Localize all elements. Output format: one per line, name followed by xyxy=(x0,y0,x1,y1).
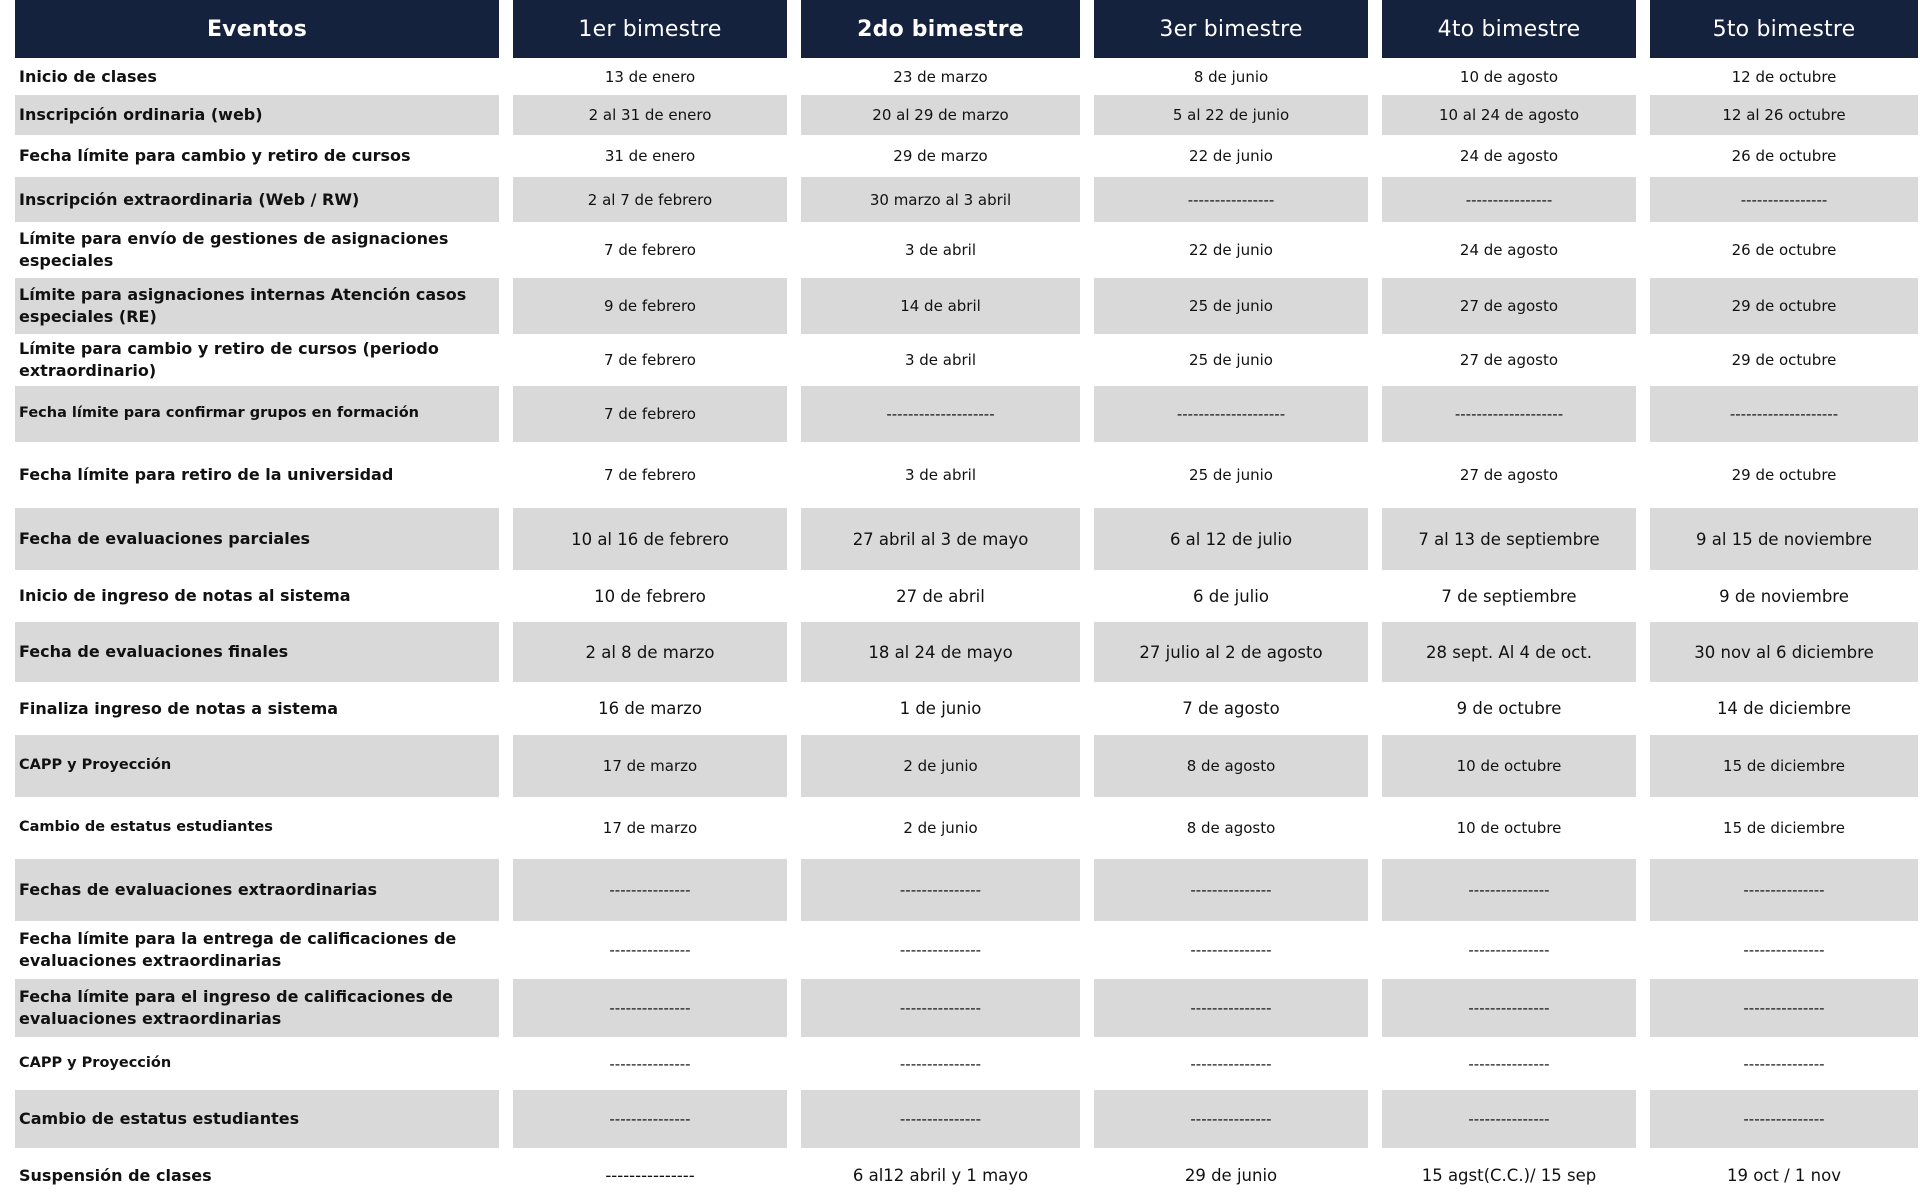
date-cell-4to-bimestre: --------------- xyxy=(1382,979,1636,1037)
date-cell-5to-bimestre: --------------- xyxy=(1650,1090,1918,1148)
event-label: Fecha límite para confirmar grupos en formación xyxy=(15,386,499,442)
date-cell-2do-bimestre: 2 de junio xyxy=(903,819,978,837)
date-cell-1er-bimestre: 16 de marzo xyxy=(598,699,702,718)
event-label: Inicio de ingreso de notas al sistema xyxy=(19,586,351,606)
event-label: CAPP y Proyección xyxy=(15,735,499,797)
date-cell-4to-bimestre: ---------------- xyxy=(1382,177,1636,222)
date-cell-5to-bimestre: 15 de diciembre xyxy=(1650,735,1918,797)
date-cell-4to-bimestre: 10 de agosto xyxy=(1459,67,1559,86)
date-cell-3er-bimestre: 29 de junio xyxy=(1184,1166,1278,1185)
date-cell-2do-bimestre: 3 de abril xyxy=(904,241,977,259)
date-cell-2do-bimestre: --------------- xyxy=(801,1090,1080,1148)
date-cell-5to-bimestre: 12 al 26 octubre xyxy=(1650,95,1918,135)
event-label: CAPP y Proyección xyxy=(19,1054,172,1071)
event-label: Inscripción extraordinaria (Web / RW) xyxy=(15,177,499,222)
date-cell-4to-bimestre: 9 de octubre xyxy=(1456,699,1562,718)
date-cell-3er-bimestre: -------------------- xyxy=(1094,386,1368,442)
event-label: Inscripción ordinaria (web) xyxy=(15,95,499,135)
date-cell-2do-bimestre: 27 abril al 3 de mayo xyxy=(801,508,1080,570)
date-cell-5to-bimestre: 30 nov al 6 diciembre xyxy=(1650,622,1918,682)
date-cell-5to-bimestre: 26 de octubre xyxy=(1731,147,1837,165)
date-cell-2do-bimestre: 27 de abril xyxy=(896,586,985,606)
date-cell-1er-bimestre: 7 de febrero xyxy=(604,466,696,484)
date-cell-1er-bimestre: 31 de enero xyxy=(604,147,696,165)
date-cell-3er-bimestre: --------------- xyxy=(1094,979,1368,1037)
event-label: Fecha límite para retiro de la universidad xyxy=(19,465,394,485)
date-cell-3er-bimestre: --------------- xyxy=(1190,1054,1272,1073)
date-cell-1er-bimestre: 17 de marzo xyxy=(513,735,787,797)
date-cell-4to-bimestre: 28 sept. Al 4 de oct. xyxy=(1382,622,1636,682)
date-cell-3er-bimestre: 25 de junio xyxy=(1189,351,1273,369)
date-cell-2do-bimestre: 3 de abril xyxy=(904,466,977,484)
date-cell-5to-bimestre: 14 de diciembre xyxy=(1716,699,1852,718)
date-cell-4to-bimestre: 27 de agosto xyxy=(1459,351,1559,369)
date-cell-3er-bimestre: ---------------- xyxy=(1094,177,1368,222)
date-cell-2do-bimestre: -------------------- xyxy=(801,386,1080,442)
date-cell-3er-bimestre: 25 de junio xyxy=(1189,466,1273,484)
event-label: Fecha límite para cambio y retiro de cursos xyxy=(19,146,411,166)
date-cell-5to-bimestre: --------------- xyxy=(1743,941,1825,959)
date-cell-1er-bimestre: 2 al 31 de enero xyxy=(513,95,787,135)
date-cell-5to-bimestre: 19 oct / 1 nov xyxy=(1727,1166,1841,1185)
date-cell-5to-bimestre: ---------------- xyxy=(1650,177,1918,222)
date-cell-2do-bimestre: --------------- xyxy=(899,941,982,959)
date-cell-2do-bimestre: 23 de marzo xyxy=(893,67,988,86)
date-cell-4to-bimestre: --------------- xyxy=(1382,1090,1636,1148)
date-cell-1er-bimestre: --------------- xyxy=(513,1090,787,1148)
date-cell-4to-bimestre: 24 de agosto xyxy=(1459,147,1559,165)
date-cell-2do-bimestre: 14 de abril xyxy=(801,278,1080,334)
date-cell-2do-bimestre: 18 al 24 de mayo xyxy=(801,622,1080,682)
event-label: Límite para cambio y retiro de cursos (periodo extraordinario) xyxy=(19,339,439,380)
date-cell-5to-bimestre: 15 de diciembre xyxy=(1723,819,1845,837)
date-cell-4to-bimestre: --------------- xyxy=(1468,941,1550,959)
date-cell-5to-bimestre: --------------- xyxy=(1650,859,1918,921)
date-cell-1er-bimestre: --------------- xyxy=(513,979,787,1037)
date-cell-4to-bimestre: 10 de octubre xyxy=(1382,735,1636,797)
date-cell-5to-bimestre: --------------- xyxy=(1743,1054,1825,1073)
date-cell-5to-bimestre: 12 de octubre xyxy=(1731,67,1837,86)
date-cell-3er-bimestre: --------------- xyxy=(1094,1090,1368,1148)
date-cell-3er-bimestre: --------------- xyxy=(1190,941,1272,959)
date-cell-1er-bimestre: --------------- xyxy=(513,859,787,921)
date-cell-1er-bimestre: 10 de febrero xyxy=(594,586,706,606)
date-cell-2do-bimestre: 3 de abril xyxy=(904,351,977,369)
date-cell-2do-bimestre: 29 de marzo xyxy=(893,147,988,165)
date-cell-1er-bimestre: 7 de febrero xyxy=(513,386,787,442)
date-cell-4to-bimestre: --------------- xyxy=(1382,859,1636,921)
event-label: Límite para asignaciones internas Atención casos especiales (RE) xyxy=(15,278,499,334)
date-cell-3er-bimestre: --------------- xyxy=(1094,859,1368,921)
date-cell-1er-bimestre: 7 de febrero xyxy=(604,241,696,259)
date-cell-5to-bimestre: 9 de noviembre xyxy=(1719,586,1849,606)
date-cell-4to-bimestre: 7 al 13 de septiembre xyxy=(1382,508,1636,570)
date-cell-4to-bimestre: -------------------- xyxy=(1382,386,1636,442)
event-label: Fecha de evaluaciones parciales xyxy=(15,508,499,570)
date-cell-2do-bimestre: 1 de junio xyxy=(899,699,982,718)
date-cell-5to-bimestre: --------------- xyxy=(1650,979,1918,1037)
date-cell-3er-bimestre: 27 julio al 2 de agosto xyxy=(1094,622,1368,682)
date-cell-2do-bimestre: --------------- xyxy=(801,859,1080,921)
date-cell-3er-bimestre: 8 de agosto xyxy=(1094,735,1368,797)
event-label: Fecha de evaluaciones finales xyxy=(15,622,499,682)
date-cell-5to-bimestre: 26 de octubre xyxy=(1731,241,1837,259)
header-2do-bimestre: 2do bimestre xyxy=(801,0,1080,58)
date-cell-4to-bimestre: --------------- xyxy=(1468,1054,1550,1073)
date-cell-1er-bimestre: 10 al 16 de febrero xyxy=(513,508,787,570)
date-cell-2do-bimestre: 6 al12 abril y 1 mayo xyxy=(852,1166,1029,1185)
date-cell-3er-bimestre: 7 de agosto xyxy=(1182,699,1280,718)
date-cell-3er-bimestre: 5 al 22 de junio xyxy=(1094,95,1368,135)
date-cell-2do-bimestre: --------------- xyxy=(801,979,1080,1037)
calendar-table xyxy=(15,0,1918,1203)
date-cell-1er-bimestre: 17 de marzo xyxy=(602,819,698,837)
date-cell-1er-bimestre: --------------- xyxy=(609,941,691,959)
date-cell-5to-bimestre: -------------------- xyxy=(1650,386,1918,442)
event-label: Fecha límite para el ingreso de calificaciones de evaluaciones extraordinarias xyxy=(15,979,499,1037)
event-label: Inicio de clases xyxy=(19,66,157,86)
event-label: Suspensión de clases xyxy=(19,1165,212,1185)
header-3er-bimestre: 3er bimestre xyxy=(1094,0,1368,58)
header-1er-bimestre: 1er bimestre xyxy=(513,0,787,58)
date-cell-4to-bimestre: 10 de octubre xyxy=(1456,819,1562,837)
event-label: Fecha límite para la entrega de calificaciones de evaluaciones extraordinarias xyxy=(19,929,457,970)
date-cell-1er-bimestre: 7 de febrero xyxy=(604,351,696,369)
date-cell-3er-bimestre: 6 de julio xyxy=(1193,586,1269,606)
date-cell-3er-bimestre: 8 de junio xyxy=(1193,67,1269,86)
date-cell-5to-bimestre: 9 al 15 de noviembre xyxy=(1650,508,1918,570)
date-cell-3er-bimestre: 6 al 12 de julio xyxy=(1094,508,1368,570)
date-cell-4to-bimestre: 27 de agosto xyxy=(1459,466,1559,484)
date-cell-3er-bimestre: 8 de agosto xyxy=(1186,819,1276,837)
date-cell-2do-bimestre: 30 marzo al 3 abril xyxy=(801,177,1080,222)
date-cell-1er-bimestre: 2 al 8 de marzo xyxy=(513,622,787,682)
date-cell-1er-bimestre: 2 al 7 de febrero xyxy=(513,177,787,222)
date-cell-3er-bimestre: 22 de junio xyxy=(1189,241,1273,259)
date-cell-4to-bimestre: 24 de agosto xyxy=(1459,241,1559,259)
date-cell-4to-bimestre: 15 agst(C.C.)/ 15 sep xyxy=(1421,1166,1597,1185)
event-label: Límite para envío de gestiones de asignaciones especiales xyxy=(19,229,449,270)
date-cell-3er-bimestre: 25 de junio xyxy=(1094,278,1368,334)
date-cell-2do-bimestre: 2 de junio xyxy=(801,735,1080,797)
date-cell-3er-bimestre: 22 de junio xyxy=(1189,147,1273,165)
date-cell-1er-bimestre: 13 de enero xyxy=(604,67,696,86)
date-cell-1er-bimestre: --------------- xyxy=(609,1054,691,1073)
event-label: Cambio de estatus estudiantes xyxy=(15,1090,499,1148)
event-label: Fechas de evaluaciones extraordinarias xyxy=(15,859,499,921)
date-cell-1er-bimestre: --------------- xyxy=(605,1166,695,1185)
header-5to-bimestre: 5to bimestre xyxy=(1650,0,1918,58)
date-cell-2do-bimestre: 20 al 29 de marzo xyxy=(801,95,1080,135)
date-cell-1er-bimestre: 9 de febrero xyxy=(513,278,787,334)
date-cell-4to-bimestre: 10 al 24 de agosto xyxy=(1382,95,1636,135)
date-cell-5to-bimestre: 29 de octubre xyxy=(1650,278,1918,334)
date-cell-4to-bimestre: 7 de septiembre xyxy=(1441,586,1577,606)
date-cell-5to-bimestre: 29 de octubre xyxy=(1731,466,1837,484)
date-cell-5to-bimestre: 29 de octubre xyxy=(1731,351,1837,369)
date-cell-2do-bimestre: --------------- xyxy=(899,1054,982,1073)
event-label: Cambio de estatus estudiantes xyxy=(19,819,273,836)
event-label: Finaliza ingreso de notas a sistema xyxy=(19,698,339,718)
date-cell-4to-bimestre: 27 de agosto xyxy=(1382,278,1636,334)
header-eventos: Eventos xyxy=(15,0,499,58)
header-4to-bimestre: 4to bimestre xyxy=(1382,0,1636,58)
